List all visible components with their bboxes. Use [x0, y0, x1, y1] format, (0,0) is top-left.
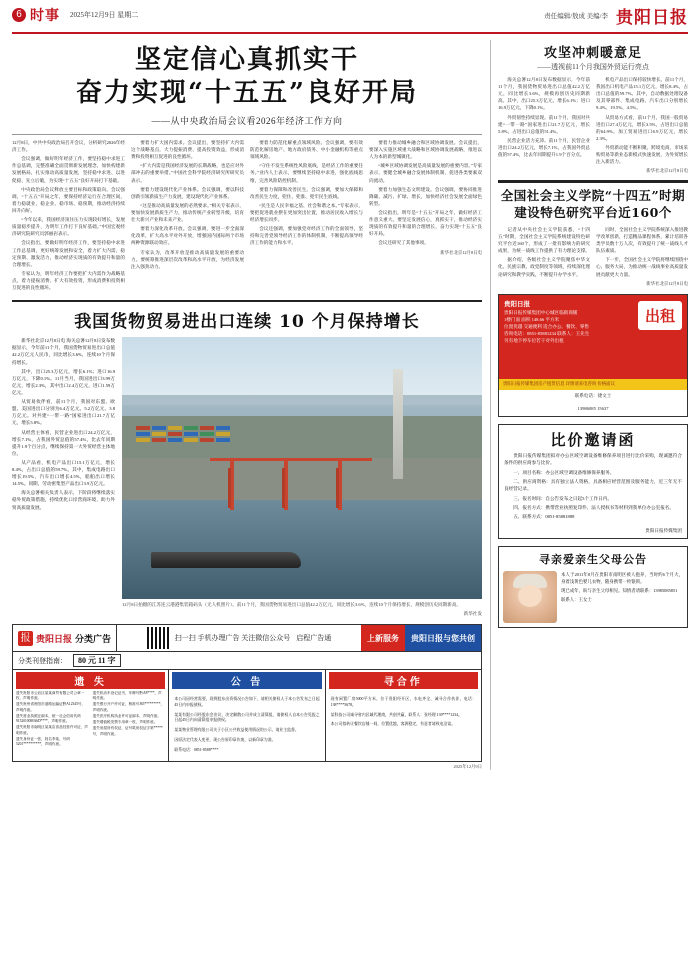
classified-service-text: 启程广告通: [296, 634, 332, 643]
masthead: [12, 0, 688, 34]
right-article-signature: 新华社北京12月8日电: [646, 168, 688, 174]
rent-ad-body: [499, 295, 687, 379]
paragraph: 会议还强调，要加强党对经济工作的全面领导，坚持和完善党领导经济工作的体制机制，不断提高领导经济工作的能力和水平。: [250, 226, 363, 246]
paragraph: 外贸韧性持续显现。前11个月，我国对共建“一带一路”国家进出口21.7万亿元，增长5.8%，占进出口总值的51.4%。: [498, 114, 590, 134]
right-column: [490, 40, 688, 770]
classified-category: 分类广告: [75, 633, 112, 644]
classified-cat-title: 寻合作: [329, 672, 478, 689]
lead-headline-line2: 奋力实现“十五五”良好开局: [76, 77, 418, 108]
classified-promo: [117, 625, 361, 651]
list-item: 遗失机动车登记证书，车牌号黔A8****，声明作废。: [92, 691, 162, 701]
qr-code-icon[interactable]: [147, 627, 169, 649]
right-column-2: [596, 76, 688, 175]
classified-ads: [12, 624, 482, 762]
list-item: 遗失增值税发票专用章一枚，声明作废。: [92, 720, 158, 725]
classified-column-partner: [326, 670, 481, 761]
rent-ad-line: 位置优越 交通便利 适合办公、餐饮、零售: [504, 324, 589, 330]
paragraph: 海关总署相关负责人表示，下阶段将继续落实稳外贸政策措施，持续优化口岸营商环境，助力外贸高质量发展。: [12, 490, 115, 510]
seek-parents-ad[interactable]: [498, 546, 688, 628]
photo-skyline: [122, 395, 482, 416]
baby-photo: [503, 571, 557, 623]
classified-guide-label: 分类刊登指南：: [18, 656, 67, 665]
paragraph: 海关总署12月8日发布数据显示，今年前11个月，我国货物贸易进出口总值42.2万亿元，同比增长3.6%，规模再创历史同期新高。其中，出口25.3万亿元，增长6.1%；进口16.9万亿元，下降0.1%。: [498, 77, 590, 111]
paragraph: 贵阳日报传媒集团拟对办公区域空调设备维修保养项目进行比价采购，现诚邀符合条件的供应商参与比价。: [504, 452, 682, 466]
classified-column-notice: [169, 670, 325, 761]
paragraph: 其中，出口25.3万亿元，增长6.1%；进口16.9万亿元，下降0.1%。11月当月，我国进出口3.99万亿元，增长2.3%，其中出口2.4万亿元，进口1.59万亿元。: [12, 368, 115, 395]
classified-promo-text: 扫一扫 手机办理广告 关注微信公众号: [174, 634, 291, 643]
paragraph: 从经营主体看，民营企业进出口24.2万亿元，增长7.1%，占我国外贸总值的57.4%，比去年同期提升1.9个百分点，继续保持第一大外贸经营主体地位。: [12, 429, 115, 456]
paragraph: 要着力深化改革开放。会议强调，要进一步全面深化改革，扩大高水平对外开放，增强国内国际两个市场两种资源联动效应。: [131, 226, 244, 246]
right-article2-columns: [498, 226, 688, 288]
invitation-title: 比价邀请函: [550, 430, 636, 449]
rent-ad-logo: 贵阳日报: [504, 301, 530, 309]
list-item: 某某有限公司经股东会决议，决定解散公司并成立清算组，请债权人自本公告见报之日起45日内向清算组申报债权。: [174, 712, 320, 723]
classified-tag-blue[interactable]: 贵阳日报与您共创: [405, 625, 481, 651]
list-item: 因原法定代表人变更，现公告原印章作废，以新印章为准。: [174, 737, 276, 742]
paragraph: 五、联系方式：0851-85881888: [513, 514, 575, 520]
classified-items: [172, 691, 321, 759]
list-item: 本公司拟转让餐饮店铺一间，位置优越，客源稳定，有意者请致电洽谈。: [330, 722, 456, 727]
list-item: 联系电话：0851-8588****: [174, 747, 219, 752]
paragraph: “今年以来，我国经济顶住压力实现较好增长，发展质量稳步提升，为明年工作打下良好基础。”中国宏观经济研究院研究员郭丽岩表示。: [12, 217, 125, 237]
seek-parents-text: [561, 571, 683, 623]
lead-column-2: [131, 139, 244, 293]
paragraph: 据介绍，各级社会主义学院聚焦中华文化、民族宗教、政党制度等领域，持续深化理论研究和教学实践，不断提升办学水平。: [498, 257, 590, 277]
feature-photo-area: [122, 337, 482, 617]
right-article-subtitle: ——透视前11个月我国外贸运行亮点: [537, 63, 649, 71]
lead-subhead: ——从中央政治局会议看2026年经济工作方向: [151, 116, 343, 126]
rent-ad[interactable]: [498, 294, 688, 416]
paragraph: 从贸易方式看，前11个月，我国一般贸易进出口27.4万亿元，增长3.5%，占进出口总值的64.9%。加工贸易进出口6.9万亿元，增长2.3%。: [596, 114, 688, 141]
paragraph: 会议指出，明年是“十五五”开局之年，做好经济工作意义重大。要坚定发展信心，真抓实干，推动经济实现质的有效提升和量的合理增长，奋力实现“十五五”良好开局。: [369, 209, 482, 237]
paragraph: 本人于2011年8月在贵阳市南明区被人抱养，当时约6个月大，身着浅黄色婴儿衣物，随身携带一枚银锁。: [561, 571, 683, 584]
paragraph: 新华社北京12月8日电 海关总署12月8日发布数据显示，今年前11个月，我国货物贸易进出口总值42.2万亿元人民币，同比增长3.6%，连续10个月保持增长。: [12, 338, 115, 365]
lead-signature: 新华社北京12月8日电: [440, 249, 482, 255]
paragraph: 联系人：王女士: [561, 596, 592, 602]
list-item: 本公司因经营需要，现将股东出资情况公告如下，请相关债权人于本公告发布之日起45日内申报债权。: [174, 696, 320, 707]
list-item: 遗失房屋所有权证，证号筑房权证字第*****号，声明作废。: [92, 726, 163, 736]
paragraph: 要着力保障和改善民生。会议强调，要加大保障和改善民生力度，兜住、兜准、兜牢民生底线。: [250, 186, 363, 199]
list-item: 遗失身份证一张，姓名李某，号码5201**********，声明作废。: [16, 736, 70, 746]
paragraph: 下一步，全国社会主义学院将继续围绕中心、服务大局，为推动统一战线事业高质量发展贡献更大力量。: [596, 257, 688, 277]
paragraph: 要着力推动城乡融合和区域协调发展。会议提出，要深入实施区域重大战略和区域协调发展战略，推进以人为本的新型城镇化。: [369, 140, 482, 160]
paragraph: 机电产品出口保持较快增长。前11个月，我国出口机电产品15.1万亿元，增长8.4%，占出口总值的59.7%。其中，自动数据处理设备及其零部件、集成电路、汽车出口分别增长9.4%、19.5%、4.5%。: [596, 77, 688, 111]
right-article2-line2: 建设特色研究平台近160个: [514, 205, 672, 221]
paragraph: 现已成年，盼与亲生父母相见。知情者请联系：13985085851: [561, 587, 678, 593]
photo-crane: [338, 458, 342, 510]
lead-headline-block: [12, 40, 482, 129]
list-item: 某某物业管理有限公司关于小区公共收益使用情况的公示，请业主监督。: [174, 728, 299, 733]
paragraph: 二、供应商资格：具有独立法人资格，具备相应经营范围及服务能力，近三年无不良经营记录。: [504, 478, 682, 492]
feature-article: [12, 300, 482, 617]
photo-credit: 新华社发: [463, 611, 482, 617]
paragraph: 专家认为，明年经济工作要把扩大内需作为战略基点，着力提振消费、扩大有效投资，形成消费和投资相互促进的良性循环。: [12, 270, 125, 291]
paragraph: “城乡区域协调发展是高质量发展的重要内容。”专家表示，要健全城乡融合发展体制机制，促进各类要素双向流动。: [369, 163, 482, 183]
photo-ship: [151, 552, 301, 568]
paragraph: 会议强调，做好明年经济工作，要坚持稳中求进工作总基调，完整准确全面贯彻新发展理念，加快构建新发展格局，扎实推动高质量发展，坚持稳中求进、以进促稳、先立后破，为实现“十五五”良好开局打下基础。: [12, 156, 125, 183]
list-item: 某科技公司诚寻省内区域代理商，共创共赢，联系人：张经理 139****1234。: [330, 712, 462, 717]
photo-tower: [393, 369, 403, 479]
right-article2-title: [498, 188, 688, 222]
page-body: [12, 40, 688, 770]
photo-quay: [122, 458, 482, 505]
paragraph: 从产品看，机电产品出口15.1万亿元，增长8.4%，占出口总值的59.7%。其中，集成电路出口增长19.5%，汽车出口增长4.5%，船舶出口增长14.5%。同期，劳动密集型产品出口3.9万亿元。: [12, 459, 115, 487]
photo-water: [122, 500, 482, 600]
paragraph: 同时，全国社会主义学院系统深入推进教学改革创新，打造精品课程体系，累计培训各类学员数十万人次，有效提升了统一战线人才队伍素质。: [596, 226, 688, 254]
lead-headline-line1: 坚定信心真抓实干: [134, 45, 359, 75]
classified-header: [13, 625, 481, 652]
list-item: 遗失贵阳市南明区某某店食品经营许可证，声明作废。: [16, 725, 88, 735]
classified-guide: [13, 652, 481, 670]
rent-ad-line: 1楼门面 面积 148.66 平方米: [504, 317, 560, 323]
divider: [498, 180, 688, 183]
classified-column-lost: [13, 670, 169, 761]
paragraph: 民营企业活力充沛。前11个月，民营企业进出口24.2万亿元，增长7.1%，占我国外贸总值的57.4%，比去年同期提升1.9个百分点。: [498, 137, 590, 158]
paragraph: 三、报名时间：自公告发布之日起5个工作日内。: [513, 495, 612, 501]
paragraph: 要着力加强生态文明建设。会议强调，要协同推进降碳、减污、扩绿、增长，加快经济社会发展全面绿色转型。: [369, 186, 482, 206]
right-article-title: 攻坚冲刺暖意足: [543, 46, 642, 61]
port-photo: [122, 337, 482, 599]
classified-items: [329, 691, 478, 734]
lead-column-1: [12, 139, 125, 293]
rent-ad-line: 另有地下停车位若干对外出租: [504, 338, 564, 344]
right2-column-2: [596, 226, 688, 288]
list-item: 遗失银行开户许可证，核准号J65*********，声明作废。: [92, 702, 165, 712]
photo-crane: [284, 458, 288, 510]
right2-column-1: [498, 226, 590, 288]
page-number-badge: 6: [12, 8, 26, 22]
photo-containers: [136, 426, 352, 460]
paragraph: 要着力建设现代化产业体系。会议强调，要以科技创新引领新质生产力发展，建设现代化产业体系。: [131, 186, 244, 199]
classified-brand-name: 贵阳日报: [36, 633, 73, 644]
issue-date: 2025年12月9日 星期二: [70, 11, 139, 19]
paragraph: 12月8日，中共中央政治局召开会议，分析研究2026年经济工作。: [12, 140, 125, 153]
seek-parents-row: [503, 571, 683, 623]
left-column: [12, 40, 482, 770]
classified-cat-title: 遗 失: [16, 672, 165, 689]
seek-parents-title: 寻亲爱亲生父母公告: [539, 552, 647, 566]
rent-badge: 出租: [638, 301, 682, 330]
masthead-right: [544, 3, 688, 28]
paragraph: 从贸易伙伴看，前11个月，我国对东盟、欧盟、美国进出口分别为6.4万亿元、5.2万亿元、3.8万亿元。对共建“一带一路”国家进出口21.7万亿元，增长5.8%。: [12, 399, 115, 426]
list-item: 遗失医疗机构执业许可证副本，声明作废。: [92, 713, 161, 718]
paragraph: “这是推动高质量发展的必然要求。”相关专家表示，要加快发展新质生产力，推动传统产业转型升级，培育壮大新兴产业和未来产业。: [131, 202, 244, 223]
paragraph: “民生是人民幸福之基、社会和谐之本。”专家表示，要把促进就业摆在更加突出位置，推动居民收入增长与经济增长同步。: [250, 202, 363, 223]
paragraph: “扩大内需是我国经济发展的长期战略，也是应对外部冲击的重要举措。”中国社会科学院经济研究所研究员表示。: [131, 163, 244, 183]
paragraph: 要着力防范化解重点领域风险。会议强调，要有效防范化解房地产、地方政府债务、中小金融机构等重点领域风险。: [250, 140, 363, 160]
section-name: 时事: [30, 9, 60, 24]
rent-ad-line: 贵阳日报传媒集团中心城区临街商铺: [504, 310, 578, 316]
divider: [12, 134, 482, 135]
lead-article-columns: [12, 139, 482, 293]
right-column-1: [498, 76, 590, 175]
rent-ad-note: 贵阳日报传媒集团房产租赁信息 详情请来电咨询 价格面议: [499, 379, 687, 390]
list-item: 现有闲置厂房5000平方米，位于贵阳经开区，水电齐全，诚寻合作伙伴，电话：138****5678。: [330, 696, 476, 707]
classified-cat-title: 公 告: [172, 672, 321, 689]
right-article2-signature: 新华社北京12月8日电: [646, 280, 688, 286]
paragraph: 会议还研究了其他事项。: [378, 240, 429, 246]
classified-guide-price: 80 元 11 字: [73, 654, 121, 667]
editor-credit: 责任编辑/敖成 美编/李: [544, 12, 608, 20]
lead-column-3: [250, 139, 363, 293]
price-invitation-ad[interactable]: [498, 424, 688, 539]
baby-face: [518, 585, 542, 607]
invitation-body: [499, 452, 687, 528]
paragraph: 外贸新动能不断积聚。跨境电商、市场采购贸易等新业态新模式快速发展，为外贸增长注入新活力。: [596, 144, 688, 165]
photo-crane: [230, 458, 234, 510]
paragraph: 要着力扩大国内需求。会议提出，要坚持扩大内需这个战略基点，大力提振消费、提高投资效益，形成消费和投资相互促进的良性循环。: [131, 140, 244, 160]
lead-column-4: [369, 139, 482, 293]
classified-items: [16, 691, 165, 753]
paragraph: 会议指出，要做好明年经济工作，要坚持稳中求进工作总基调，更好统筹发展和安全，着力扩大内需、稳定预期、激发活力，推动经济实现质的有效提升和量的合理增长。: [12, 240, 125, 267]
paragraph: 中央政治局会议释放主要目标和政策取向。会议强调，“十五五”开局之年，要保持经济运行在合理区间，着力稳就业、稳企业、稳市场、稳预期，推动经济持续回升向好。: [12, 186, 125, 213]
feature-title: 我国货物贸易进出口连续 10 个月保持增长: [74, 312, 420, 333]
classified-brand: [13, 625, 117, 651]
right-article-columns: [498, 76, 688, 175]
list-item: 遗失营业执照正副本，统一社会信用代码91520100MA6D****，声明作废。: [16, 713, 81, 724]
feature-body: [12, 337, 482, 617]
rent-ad-contact-phone: 13986085 15637: [499, 403, 687, 416]
brand-mark-icon: 报: [18, 631, 33, 646]
photo-caption: 12月8日拍摄的江苏连云港港集装箱码头（无人机照片）。前11个月，我国货物贸易进出口总值42.2万亿元，同比增长3.6%，连续10个月保持增长，规模创历史同期新高。: [122, 602, 462, 608]
invitation-sign: 贵阳日报传媒集团: [645, 527, 682, 533]
paragraph: 一、项目名称：办公区域空调设备维修保养服务。: [513, 469, 615, 475]
rent-ad-line: 咨询电话：0851-85881234 联系人：王先生: [504, 331, 590, 337]
classified-columns: [13, 670, 481, 761]
paper-logo: 贵阳日报: [616, 7, 688, 28]
list-item: 遗失贵阳市云岩区某某商贸有限公司公章一枚，声明作废。: [16, 691, 85, 701]
feature-text: [12, 337, 115, 617]
right-article2-line1: 全国社会主义学院“十四五”时期: [500, 188, 686, 204]
classified-tag-red[interactable]: 上新服务: [361, 625, 405, 651]
page-footer-note: 2025年12月9日: [453, 764, 482, 770]
paragraph: 专家认为，改革开放是推动高质量发展的重要动力。要统筹推进深层次改革和高水平开放，为经济发展注入强劲动力。: [131, 249, 244, 269]
paragraph: 记者从中央社会主义学院获悉，“十四五”时期，全国社会主义学院系统建设特色研究平台近160个，形成了一批有影响力的研究成果，为统一战线工作提供了有力理论支撑。: [498, 226, 590, 254]
rent-ad-contact-label: 联系电话：捷文士: [499, 390, 687, 403]
list-item: 遗失贵州省贵阳市道路运输证黔A12345号，声明作废。: [16, 702, 86, 712]
paragraph: “守住不发生系统性风险底线，是经济工作的重要任务。”业内人士表示，要继续坚持稳中求进，强化底线思维，完善风险防控机制。: [250, 163, 363, 183]
paragraph: 四、报名方式：携带营业执照复印件、法人授权书等材料到我单位办公室报名。: [513, 504, 674, 510]
